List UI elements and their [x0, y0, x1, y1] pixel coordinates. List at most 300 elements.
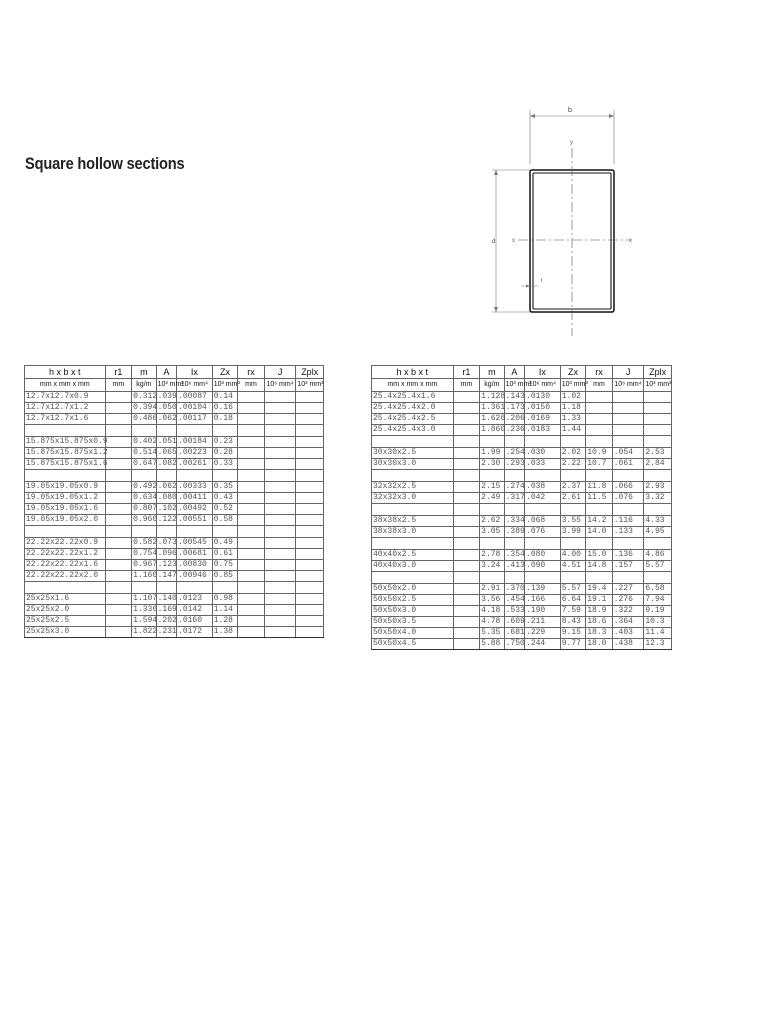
property-cell: .190: [525, 606, 561, 617]
column-header: Ix: [525, 366, 561, 379]
spacer-cell: [560, 538, 586, 550]
spacer-cell: [504, 470, 524, 482]
spacer-cell: [480, 538, 504, 550]
unit-header: mm: [586, 379, 613, 392]
spacer-cell: [586, 538, 613, 550]
column-header: Zplx: [644, 366, 672, 379]
property-cell: .00545: [177, 538, 213, 549]
table-row: [25, 538, 324, 549]
property-cell: .413: [505, 561, 525, 570]
property-cell: [264, 515, 296, 526]
property-cell: [105, 571, 132, 582]
property-cell: 0.514: [133, 448, 158, 457]
property-cell: 19.1: [586, 595, 613, 606]
property-cell: .080: [525, 550, 561, 561]
property-cell: 1.28: [212, 616, 238, 627]
spacer-cell: [586, 470, 613, 482]
property-cell: 1.02: [560, 392, 586, 403]
unit-header: kg/m: [480, 379, 504, 392]
table-row: [372, 527, 672, 538]
property-cell: .136: [612, 550, 644, 561]
property-cell: 0.98: [212, 594, 238, 605]
property-cell: [238, 538, 265, 549]
table-row: [25, 403, 324, 414]
spacer-cell: [156, 526, 176, 538]
property-cell: 3.99: [560, 527, 586, 538]
property-cell: 1.361: [481, 403, 506, 412]
property-cell: 1.107: [133, 594, 158, 603]
property-cell: [612, 414, 644, 425]
property-cell: .750: [505, 639, 525, 648]
property-cell: .054: [612, 448, 644, 459]
property-cell: 8.43: [560, 617, 586, 628]
property-cell: [105, 403, 132, 414]
section-designation-cell: 40x40x3.0: [372, 561, 454, 572]
spacer-cell: [132, 526, 156, 538]
property-cell: .050: [157, 403, 177, 412]
property-cell: 1.626: [481, 414, 506, 423]
spacer-cell: [644, 572, 672, 584]
property-cell: .00830: [177, 560, 213, 571]
property-cell: [238, 605, 265, 616]
property-cell: [105, 616, 132, 627]
property-cell: .206: [505, 414, 525, 423]
property-cell: 2.78: [480, 550, 504, 561]
property-cell: .062: [157, 414, 177, 423]
spacer-cell: [372, 538, 454, 550]
table-row: [25, 627, 324, 638]
property-cell: 6.58: [644, 584, 672, 595]
column-header: rx: [586, 366, 613, 379]
header-row: [372, 379, 672, 392]
property-cell: [453, 414, 480, 425]
property-cell: 18.6: [586, 617, 613, 628]
property-cell: 0.967: [133, 560, 158, 569]
property-cell: 14.8: [586, 561, 613, 572]
property-cell: .033: [525, 459, 561, 470]
spacer-cell: [105, 425, 132, 437]
property-cell: [453, 628, 480, 639]
property-cell: 0.23: [212, 437, 238, 448]
spacer-cell: [296, 425, 324, 437]
property-cell: .211: [525, 617, 561, 628]
property-cell: 0.394: [133, 403, 158, 412]
property-cell: 4.33: [644, 516, 672, 527]
spacer-cell: [525, 538, 561, 550]
spacer-cell: [525, 436, 561, 448]
table-row: [25, 437, 324, 448]
section-designation-cell: 25.4x25.4x2.0: [372, 403, 454, 414]
property-cell: .133: [612, 527, 644, 538]
property-cell: .317: [505, 493, 525, 502]
table-row: [25, 605, 324, 616]
section-designation-cell: 25x25x3.0: [25, 627, 106, 638]
property-cell: .166: [525, 595, 561, 606]
property-cell: 0.33: [212, 459, 238, 470]
property-cell: 1.18: [560, 403, 586, 414]
spacer-row: [372, 436, 672, 448]
property-cell: 1.336: [133, 605, 158, 614]
page-title: Square hollow sections: [25, 154, 185, 173]
property-cell: .042: [525, 493, 561, 504]
property-cell: .00223: [177, 448, 213, 459]
spacer-cell: [612, 538, 644, 550]
property-cell: 2.93: [644, 482, 672, 493]
table-row: [25, 392, 324, 403]
unit-header: 10³ mm²: [156, 379, 176, 392]
column-header: Zx: [212, 366, 238, 379]
property-cell: 14.2: [586, 516, 613, 527]
spacer-cell: [453, 504, 480, 516]
property-cell: .403: [612, 628, 644, 639]
property-cell: 0.85: [212, 571, 238, 582]
property-cell: 11.8: [586, 482, 613, 493]
spacer-row: [372, 470, 672, 482]
property-cell: .00681: [177, 549, 213, 560]
spacer-cell: [612, 572, 644, 584]
property-cell: 1.128: [481, 392, 506, 401]
property-cell: [238, 616, 265, 627]
property-cell: 15.0: [586, 550, 613, 561]
property-cell: [296, 504, 324, 515]
property-cell: [264, 459, 296, 470]
property-cell: .0160: [177, 616, 213, 627]
property-cell: 10.7: [586, 459, 613, 470]
property-cell: 9.77: [560, 639, 586, 650]
property-cell: 0.49: [212, 538, 238, 549]
property-cell: [264, 627, 296, 638]
property-cell: [238, 437, 265, 448]
spacer-cell: [372, 504, 454, 516]
x-axis-label-left: x: [512, 238, 515, 244]
property-cell: 4.00: [560, 550, 586, 561]
property-cell: [296, 616, 324, 627]
column-header: h x b x t: [25, 366, 106, 379]
section-designation-cell: 25.4x25.4x1.6: [372, 392, 454, 403]
property-cell: [296, 571, 324, 582]
spacer-cell: [132, 470, 156, 482]
section-designation-cell: 25x25x2.0: [25, 605, 106, 616]
property-cell: [644, 414, 672, 425]
spacer-cell: [372, 470, 454, 482]
property-cell: 7.59: [560, 606, 586, 617]
spacer-cell: [25, 470, 106, 482]
property-cell: .244: [525, 639, 561, 650]
property-cell: [264, 392, 296, 403]
section-designation-cell: 38x38x2.5: [372, 516, 454, 527]
property-cell: .236: [505, 425, 525, 434]
property-cell: .00333: [177, 482, 213, 493]
property-cell: [453, 392, 480, 403]
property-cell: [264, 549, 296, 560]
spacer-cell: [612, 504, 644, 516]
property-cell: .00492: [177, 504, 213, 515]
unit-header: mm: [105, 379, 132, 392]
spacer-cell: [372, 436, 454, 448]
property-cell: [296, 414, 324, 425]
spacer-cell: [105, 582, 132, 594]
section-designation-cell: 38x38x3.0: [372, 527, 454, 538]
spacer-cell: [644, 504, 672, 516]
property-cell: 2.62: [480, 516, 504, 527]
property-cell: 0.312: [133, 392, 158, 401]
property-cell: .030: [525, 448, 561, 459]
spacer-cell: [177, 425, 213, 437]
table-row: [372, 425, 672, 436]
spacer-cell: [264, 582, 296, 594]
property-cell: [105, 437, 132, 448]
y-axis-label: y: [570, 140, 573, 146]
property-cell: .370: [505, 584, 525, 593]
property-cell: 1.44: [560, 425, 586, 436]
property-cell: [644, 403, 672, 414]
property-cell: 4.78: [480, 617, 504, 628]
property-cell: .061: [612, 459, 644, 470]
spacer-cell: [586, 572, 613, 584]
spacer-cell: [504, 436, 524, 448]
section-designation-cell: 19.05x19.05x2.0: [25, 515, 106, 526]
property-cell: [296, 448, 324, 459]
spacer-cell: [238, 470, 265, 482]
property-cell: 2.15: [480, 482, 504, 493]
property-cell: [105, 448, 132, 459]
property-cell: 0.402: [133, 437, 158, 446]
property-cell: .231: [157, 627, 177, 636]
unit-header: kg/m: [132, 379, 156, 392]
section-designation-cell: 50x50x4.5: [372, 639, 454, 650]
property-cell: 18.3: [586, 628, 613, 639]
unit-header: 10³ mm³: [296, 379, 324, 392]
property-cell: 7.94: [644, 595, 672, 606]
unit-header: 10³ mm³: [560, 379, 586, 392]
column-header: m: [132, 366, 156, 379]
property-cell: 6.64: [560, 595, 586, 606]
table-row: [25, 515, 324, 526]
property-cell: .609: [505, 617, 525, 626]
spacer-cell: [504, 538, 524, 550]
property-cell: [264, 616, 296, 627]
property-cell: [296, 403, 324, 414]
property-cell: [264, 605, 296, 616]
property-cell: .202: [157, 616, 177, 625]
property-cell: [612, 403, 644, 414]
property-cell: [105, 504, 132, 515]
property-cell: [296, 627, 324, 638]
property-cell: .0123: [177, 594, 213, 605]
property-cell: .076: [525, 527, 561, 538]
property-cell: [105, 560, 132, 571]
property-cell: [105, 392, 132, 403]
spacer-cell: [264, 470, 296, 482]
column-header: Zplx: [296, 366, 324, 379]
unit-header: mm: [238, 379, 265, 392]
property-cell: 3.05: [480, 527, 504, 538]
column-header: m: [480, 366, 504, 379]
section-designation-cell: 32x32x2.5: [372, 482, 454, 493]
table-row: [372, 459, 672, 470]
property-cell: .169: [157, 605, 177, 614]
d-dimension-label: d: [492, 239, 496, 245]
table-row: [372, 595, 672, 606]
spacer-cell: [372, 572, 454, 584]
property-cell: [296, 594, 324, 605]
property-cell: [586, 392, 613, 403]
b-dimension-label: b: [568, 107, 572, 114]
spacer-cell: [25, 582, 106, 594]
spacer-cell: [504, 572, 524, 584]
unit-header: 10³ mm²: [504, 379, 524, 392]
property-cell: .173: [505, 403, 525, 412]
property-cell: [453, 459, 480, 470]
property-cell: 0.807: [133, 504, 158, 513]
property-cell: 18.0: [586, 639, 613, 650]
property-cell: 0.16: [212, 403, 238, 414]
property-cell: .00087: [177, 392, 213, 403]
table-row: [372, 617, 672, 628]
property-cell: .254: [505, 448, 525, 457]
property-cell: 18.9: [586, 606, 613, 617]
property-cell: [238, 594, 265, 605]
spacer-cell: [212, 582, 238, 594]
property-cell: .227: [612, 584, 644, 595]
property-cell: 5.57: [644, 561, 672, 572]
property-cell: 0.61: [212, 549, 238, 560]
property-cell: [453, 516, 480, 527]
property-cell: .068: [525, 516, 561, 527]
property-cell: .454: [505, 595, 525, 604]
property-cell: .066: [612, 482, 644, 493]
property-cell: .090: [525, 561, 561, 572]
column-header: h x b x t: [372, 366, 454, 379]
spacer-cell: [525, 470, 561, 482]
property-cell: 0.18: [212, 414, 238, 425]
column-header: rx: [238, 366, 265, 379]
property-cell: [612, 392, 644, 403]
property-cell: .039: [157, 392, 177, 401]
property-cell: 0.58: [212, 515, 238, 526]
section-designation-cell: 19.05x19.05x1.6: [25, 504, 106, 515]
table-row: [25, 560, 324, 571]
property-cell: [264, 414, 296, 425]
property-cell: 14.0: [586, 527, 613, 538]
header-row: [25, 366, 324, 379]
table-row: [372, 628, 672, 639]
property-cell: 19.4: [586, 584, 613, 595]
property-cell: 1.160: [133, 571, 158, 580]
property-cell: 4.95: [644, 527, 672, 538]
property-cell: 1.33: [560, 414, 586, 425]
property-cell: 4.86: [644, 550, 672, 561]
property-cell: [238, 414, 265, 425]
property-cell: [264, 560, 296, 571]
header-row: [25, 379, 324, 392]
property-cell: [238, 504, 265, 515]
property-cell: [264, 482, 296, 493]
table-row: [372, 550, 672, 561]
table-row: [372, 561, 672, 572]
property-cell: [453, 606, 480, 617]
spacer-cell: [480, 504, 504, 516]
section-designation-cell: 22.22x22.22x2.0: [25, 571, 106, 582]
spacer-cell: [504, 504, 524, 516]
property-cell: [296, 493, 324, 504]
t-dimension-label: t: [541, 278, 543, 284]
table-row: [372, 482, 672, 493]
header-row: [372, 366, 672, 379]
table-row: [25, 594, 324, 605]
property-cell: 2.84: [644, 459, 672, 470]
property-cell: [453, 561, 480, 572]
property-cell: 0.52: [212, 504, 238, 515]
property-cell: [105, 549, 132, 560]
spacer-cell: [238, 526, 265, 538]
property-cell: [264, 448, 296, 459]
column-header: Ix: [177, 366, 213, 379]
property-cell: 5.35: [480, 628, 504, 639]
property-cell: [296, 538, 324, 549]
section-designation-cell: 15.875x15.875x0.9: [26, 437, 108, 446]
property-cell: 10.9: [586, 448, 613, 459]
spacer-cell: [264, 425, 296, 437]
section-designation-cell: 50x50x2.5: [372, 595, 454, 606]
property-cell: 0.754: [133, 549, 158, 558]
property-cell: 0.75: [212, 560, 238, 571]
spacer-row: [25, 526, 324, 538]
table-row: [372, 516, 672, 527]
property-cell: 2.61: [560, 493, 586, 504]
spacer-cell: [644, 470, 672, 482]
property-cell: 2.30: [480, 459, 504, 470]
property-cell: 9.15: [560, 628, 586, 639]
spacer-cell: [212, 425, 238, 437]
section-designation-cell: 50x50x4.0: [372, 628, 454, 639]
property-cell: 3.55: [560, 516, 586, 527]
property-cell: 0.647: [133, 459, 158, 468]
property-cell: 0.486: [133, 414, 158, 423]
spacer-cell: [480, 436, 504, 448]
property-cell: [238, 571, 265, 582]
table-row: [372, 403, 672, 414]
section-designation-cell: 50x50x3.5: [372, 617, 454, 628]
spacer-cell: [453, 538, 480, 550]
spacer-cell: [177, 470, 213, 482]
spacer-cell: [525, 504, 561, 516]
property-cell: .065: [157, 448, 177, 457]
table-row: [372, 414, 672, 425]
section-designation-cell: 25.4x25.4x3.0: [372, 425, 454, 436]
property-cell: [453, 595, 480, 606]
property-cell: [453, 403, 480, 414]
unit-header: mm x mm x mm: [372, 379, 454, 392]
spacer-cell: [560, 436, 586, 448]
property-cell: .0183: [525, 425, 561, 436]
section-diagram: [488, 100, 648, 340]
section-designation-cell: 15.875x15.875x1.2: [26, 448, 108, 457]
property-cell: [453, 617, 480, 628]
property-cell: 0.634: [133, 493, 158, 502]
property-cell: [105, 515, 132, 526]
sections-table-left: [24, 365, 324, 638]
spacer-cell: [296, 526, 324, 538]
section-designation-cell: 50x50x2.0: [372, 584, 454, 595]
spacer-cell: [480, 470, 504, 482]
property-cell: .157: [612, 561, 644, 572]
property-cell: [644, 392, 672, 403]
property-cell: .00411: [177, 493, 213, 504]
property-cell: [296, 459, 324, 470]
spacer-cell: [132, 582, 156, 594]
property-cell: 1.860: [481, 425, 506, 434]
